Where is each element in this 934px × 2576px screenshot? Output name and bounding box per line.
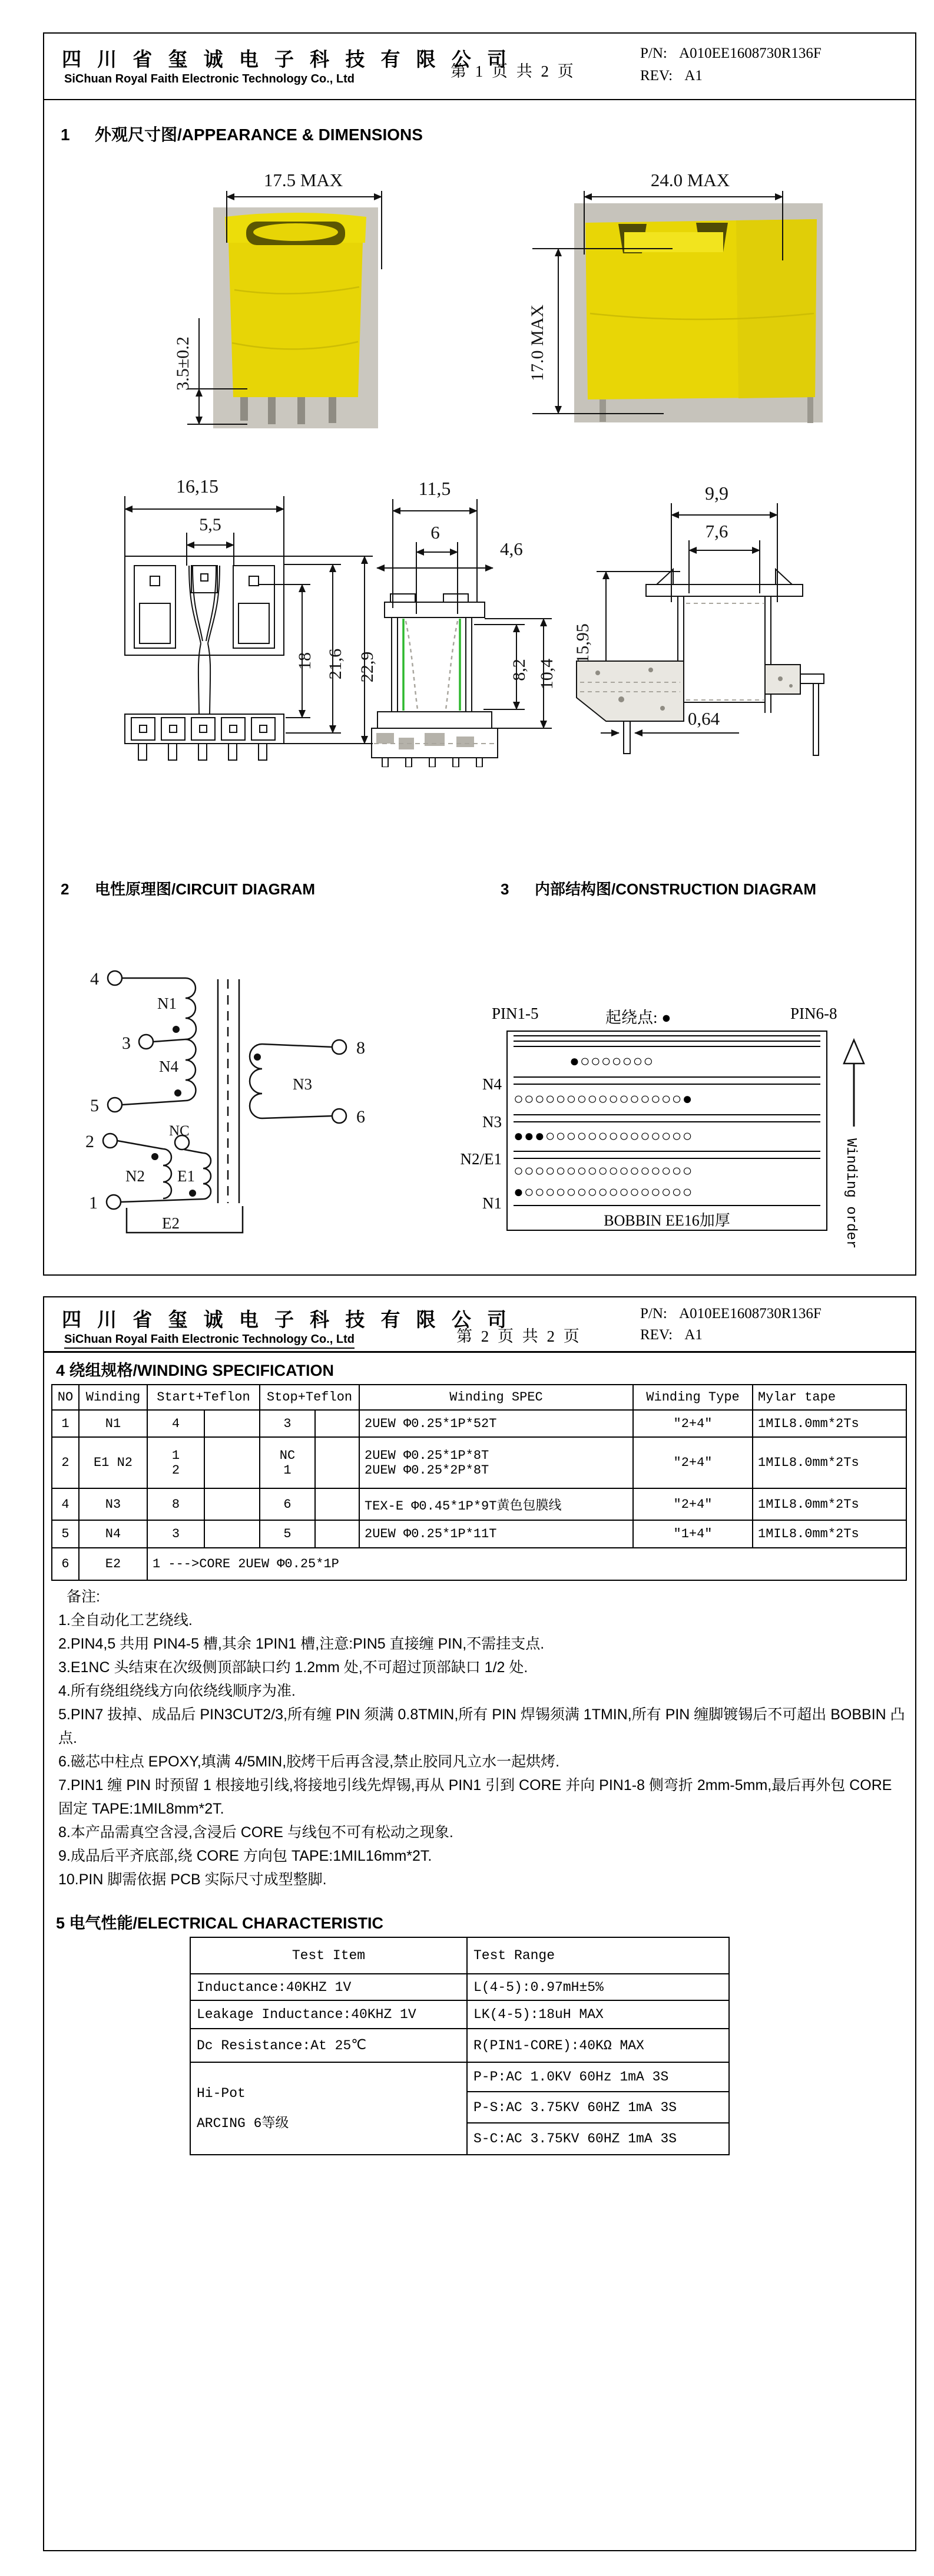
dim-pin-height-label: 3.5±0.2 bbox=[173, 336, 193, 391]
section1-heading: 外观尺寸图/APPEARANCE & DIMENSIONS bbox=[95, 126, 423, 144]
dim-0-64: 0,64 bbox=[687, 708, 720, 729]
dim-width-label: 24.0 MAX bbox=[650, 170, 730, 190]
circuit-diagram bbox=[68, 935, 433, 1265]
table-row bbox=[52, 1520, 906, 1548]
dim-21-6: 21,6 bbox=[326, 648, 345, 680]
page1-header bbox=[44, 34, 915, 100]
cell-stop: 6 bbox=[260, 1488, 315, 1520]
dim-15-95: 15,95 bbox=[573, 623, 592, 663]
construction-diagram bbox=[448, 1000, 895, 1259]
col-header-test-item: Test Item bbox=[190, 1937, 467, 1974]
cell-stop-teflon bbox=[315, 1437, 359, 1488]
note-item: 10.PIN 脚需依据 PCB 实际尺寸成型整脚. bbox=[58, 1871, 327, 1888]
pn-value: A010EE1608730R136F bbox=[679, 1306, 822, 1322]
winding-row-n3: ○○○○○○○○○○○○○○○○● bbox=[514, 1084, 820, 1115]
cell-start-teflon bbox=[204, 1488, 260, 1520]
pn-label: P/N: bbox=[640, 1306, 667, 1322]
section3-title bbox=[501, 877, 816, 899]
circuit-pin3-label: 3 bbox=[122, 1033, 131, 1053]
circuit-pin4-label: 4 bbox=[90, 969, 99, 989]
cell-start-teflon bbox=[204, 1520, 260, 1548]
cell-spec: TEX-E Φ0.45*1P*9T黄色包膜线 bbox=[359, 1488, 633, 1520]
cell-test-range: LK(4-5):18uH MAX bbox=[467, 2000, 729, 2029]
cell-test-range: S-C:AC 3.75KV 60HZ 1mA 3S bbox=[467, 2123, 729, 2155]
table-header-row bbox=[190, 1937, 729, 1974]
circuit-pin6-label: 6 bbox=[356, 1107, 365, 1127]
section4-number: 4 bbox=[56, 1362, 65, 1379]
cell-test-range: L(4-5):0.97mH±5% bbox=[467, 1974, 729, 2000]
construction-row-label-n1: N1 bbox=[482, 1194, 502, 1212]
rev-value: A1 bbox=[684, 1327, 703, 1343]
company-name-cn: 四 川 省 玺 诚 电 子 科 技 有 限 公 司 bbox=[62, 1309, 512, 1330]
cell-winding: E1 N2 bbox=[79, 1437, 147, 1488]
circuit-pin2-label: 2 bbox=[85, 1132, 94, 1151]
cell-start-teflon bbox=[204, 1437, 260, 1488]
cell-mylar: 1MIL8.0mm*2Ts bbox=[753, 1410, 906, 1437]
transformer-photo-front bbox=[171, 166, 418, 431]
winding-order-label: Winding order bbox=[843, 1138, 859, 1249]
cell-test-range: R(PIN1-CORE):40KΩ MAX bbox=[467, 2029, 729, 2062]
note-item: 2.PIN4,5 共用 PIN4-5 槽,其余 1PIN1 槽,注意:PIN5 直接缠 PIN,不需挂支点. bbox=[58, 1636, 545, 1652]
table-row bbox=[190, 2000, 729, 2029]
rev-label: REV: bbox=[640, 68, 673, 84]
section1-title bbox=[61, 122, 423, 146]
note-item: 7.PIN1 缠 PIN 时预留 1 根接地引线,将接地引线先焊锡,再从 PIN1 引到 CORE 并向 PIN1-8 侧弯折 2mm-5mm,最后再外包 CORE 固定 TAPE:1MIL8mm*2T. bbox=[58, 1777, 892, 1817]
company-name-cn: 四 川 省 玺 诚 电 子 科 技 有 限 公 司 bbox=[62, 48, 512, 70]
dim-16-15: 16,15 bbox=[176, 475, 218, 497]
winding-row-n4: ●○○○○○○○ bbox=[514, 1046, 820, 1078]
cell-stop: 3 bbox=[260, 1410, 315, 1437]
table-header-row bbox=[52, 1385, 906, 1410]
construction-row-label-n2e1: N2/E1 bbox=[460, 1150, 502, 1168]
cell-stop-teflon bbox=[315, 1520, 359, 1548]
circuit-winding-e1: E1 bbox=[177, 1167, 195, 1185]
electrical-table bbox=[190, 1937, 730, 2155]
cell-e2-span: 1 --->CORE 2UEW Φ0.25*1P bbox=[147, 1548, 906, 1580]
cell-start: 8 bbox=[147, 1488, 204, 1520]
construction-pins-right-label: PIN6-8 bbox=[790, 1005, 837, 1022]
table-row bbox=[52, 1437, 906, 1488]
winding-row-n1 bbox=[514, 1158, 820, 1206]
page-1 bbox=[43, 32, 916, 1276]
col-header-winding: Winding bbox=[79, 1385, 147, 1410]
part-number-line bbox=[640, 45, 822, 62]
cell-winding: N3 bbox=[79, 1488, 147, 1520]
col-header-no: NO bbox=[52, 1385, 79, 1410]
col-header-spec: Winding SPEC bbox=[359, 1385, 633, 1410]
cell-stop-teflon bbox=[315, 1488, 359, 1520]
cell-winding: E2 bbox=[79, 1548, 147, 1580]
cell-test-range: P-P:AC 1.0KV 60Hz 1mA 3S bbox=[467, 2062, 729, 2092]
bobbin-label: BOBBIN EE16加厚 bbox=[604, 1212, 730, 1229]
circuit-winding-e2: E2 bbox=[162, 1214, 180, 1232]
cell-start: 3 bbox=[147, 1520, 204, 1548]
dim-height-label: 17.0 MAX bbox=[528, 304, 547, 382]
winding-row-n1-line2: ●○○○○○○○○○○○○○○○○ bbox=[514, 1183, 693, 1201]
dim-18: 18 bbox=[295, 652, 314, 670]
dim-7-6: 7,6 bbox=[705, 521, 728, 541]
section1-number: 1 bbox=[61, 126, 70, 144]
transformer-photo-side bbox=[519, 166, 837, 437]
winding-row-n2e1: ●●●○○○○○○○○○○○○○○ bbox=[514, 1121, 820, 1152]
cell-start: 1 2 bbox=[147, 1437, 204, 1488]
circuit-winding-n1: N1 bbox=[157, 995, 177, 1012]
cell-no: 4 bbox=[52, 1488, 79, 1520]
col-header-type: Winding Type bbox=[633, 1385, 753, 1410]
bobbin-box bbox=[506, 1031, 827, 1231]
cell-test-item: Dc Resistance:At 25℃ bbox=[190, 2029, 467, 2062]
dim-5-5: 5,5 bbox=[199, 515, 221, 534]
cell-no: 5 bbox=[52, 1520, 79, 1548]
page-number-label: 第 1 页 共 2 页 bbox=[451, 62, 576, 80]
circuit-pin5-label: 5 bbox=[90, 1096, 99, 1115]
cell-mylar: 1MIL8.0mm*2Ts bbox=[753, 1488, 906, 1520]
page-2 bbox=[43, 1296, 916, 2551]
company-name-en: SiChuan Royal Faith Electronic Technology Co., Ltd bbox=[64, 1333, 355, 1349]
table-row bbox=[190, 2029, 729, 2062]
cell-spec: 2UEW Φ0.25*1P*11T bbox=[359, 1520, 633, 1548]
transformer-body bbox=[228, 242, 363, 397]
cell-spec: 2UEW Φ0.25*1P*8T 2UEW Φ0.25*2P*8T bbox=[359, 1437, 633, 1488]
rev-line bbox=[640, 68, 703, 84]
table-row bbox=[52, 1410, 906, 1437]
dim-4-6: 4,6 bbox=[500, 539, 523, 559]
winding-row-n1-line1: ○○○○○○○○○○○○○○○○○ bbox=[514, 1161, 693, 1180]
dimension-drawing-top-view bbox=[103, 467, 380, 767]
table-row bbox=[190, 1974, 729, 2000]
cell-winding: N1 bbox=[79, 1410, 147, 1437]
dimension-drawing-side-view bbox=[568, 467, 933, 767]
cell-no: 1 bbox=[52, 1410, 79, 1437]
section3-number: 3 bbox=[501, 880, 509, 898]
section4-heading: 绕组规格/WINDING SPECIFICATION bbox=[69, 1362, 334, 1379]
circuit-winding-n3: N3 bbox=[293, 1075, 312, 1093]
dim-6: 6 bbox=[430, 522, 440, 543]
cell-type: ″2+4″ bbox=[633, 1488, 753, 1520]
cell-stop: 5 bbox=[260, 1520, 315, 1548]
dim-8-2: 8,2 bbox=[509, 659, 529, 681]
pn-value: A010EE1608730R136F bbox=[679, 45, 822, 61]
cell-hipot: Hi-Pot ARCING 6等级 bbox=[190, 2062, 467, 2155]
dim-10-4: 10,4 bbox=[537, 658, 557, 690]
construction-row-label-n3: N3 bbox=[482, 1113, 502, 1131]
cell-test-item: Inductance:40KHZ 1V bbox=[190, 1974, 467, 2000]
note-item: 3.E1NC 头结束在次级侧顶部缺口约 1.2mm 处,不可超过顶部缺口 1/2 处. bbox=[58, 1659, 528, 1676]
cell-test-item: Leakage Inductance:40KHZ 1V bbox=[190, 2000, 467, 2029]
note-item: 5.PIN7 拔掉、成品后 PIN3CUT2/3,所有缠 PIN 须满 0.8TMIN,所有 PIN 焊锡须满 1TMIN,所有 PIN 缠脚镀锡后不可超出 BOBBIN 凸点. bbox=[58, 1706, 905, 1746]
circuit-nc-label: NC bbox=[169, 1123, 190, 1139]
notes-title: 备注: bbox=[67, 1588, 100, 1605]
cell-test-range: P-S:AC 3.75KV 60HZ 1mA 3S bbox=[467, 2092, 729, 2123]
note-item: 4.所有绕组绕线方向依绕线顺序为准. bbox=[58, 1683, 296, 1699]
dim-22-9: 22,9 bbox=[357, 651, 377, 683]
circuit-winding-n2: N2 bbox=[125, 1167, 145, 1185]
section2-title bbox=[61, 877, 315, 899]
cell-winding: N4 bbox=[79, 1520, 147, 1548]
winding-order-arrow-icon bbox=[833, 1035, 875, 1130]
page2-header bbox=[44, 1297, 915, 1353]
table-row bbox=[190, 2062, 729, 2092]
note-item: 1.全自动化工艺绕线. bbox=[58, 1612, 193, 1629]
section5-title bbox=[56, 1910, 383, 1933]
circuit-pin8-label: 8 bbox=[356, 1038, 365, 1058]
rev-label: REV: bbox=[640, 1327, 673, 1343]
dim-9-9: 9,9 bbox=[705, 483, 728, 504]
col-header-mylar: Mylar tape bbox=[753, 1385, 906, 1410]
construction-row-label-n4: N4 bbox=[482, 1075, 502, 1093]
col-header-test-range: Test Range bbox=[467, 1937, 729, 1974]
cell-type: ″2+4″ bbox=[633, 1410, 753, 1437]
section5-number: 5 bbox=[56, 1914, 65, 1932]
pn-label: P/N: bbox=[640, 45, 667, 61]
table-row bbox=[52, 1548, 906, 1580]
winding-spec-table bbox=[51, 1384, 907, 1581]
note-item: 6.磁芯中柱点 EPOXY,填满 4/5MIN,胶烤干后再含浸,禁止胶同凡立水一起烘烤. bbox=[58, 1753, 560, 1770]
cell-mylar: 1MIL8.0mm*2Ts bbox=[753, 1437, 906, 1488]
circuit-winding-n4: N4 bbox=[159, 1058, 178, 1075]
section2-number: 2 bbox=[61, 880, 69, 898]
cell-start-teflon bbox=[204, 1410, 260, 1437]
construction-start-dot-label: 起绕点: ● bbox=[605, 1009, 671, 1026]
tape-layer-line bbox=[514, 1035, 820, 1042]
notes-block bbox=[58, 1585, 906, 1891]
note-item: 9.成品后平齐底部,绕 CORE 方向包 TAPE:1MIL16mm*2T. bbox=[58, 1848, 432, 1864]
cell-stop: NC 1 bbox=[260, 1437, 315, 1488]
dim-11-5: 11,5 bbox=[418, 478, 451, 499]
note-item: 8.本产品需真空含浸,含浸后 CORE 与线包不可有松动之现象. bbox=[58, 1824, 453, 1841]
rev-value: A1 bbox=[684, 68, 703, 84]
cell-stop-teflon bbox=[315, 1410, 359, 1437]
col-header-start: Start+Teflon bbox=[147, 1385, 260, 1410]
circuit-pin1-label: 1 bbox=[89, 1193, 98, 1213]
dim-width-label: 17.5 MAX bbox=[263, 170, 343, 190]
company-name-en: SiChuan Royal Faith Electronic Technology Co., Ltd bbox=[64, 72, 355, 85]
table-row bbox=[52, 1488, 906, 1520]
cell-start: 4 bbox=[147, 1410, 204, 1437]
page-number-label: 第 2 页 共 2 页 bbox=[456, 1327, 582, 1345]
rev-line bbox=[640, 1327, 703, 1343]
construction-pins-left-label: PIN1-5 bbox=[492, 1005, 539, 1022]
section5-heading: 电气性能/ELECTRICAL CHARACTERISTIC bbox=[69, 1914, 384, 1932]
part-number-line bbox=[640, 1306, 822, 1322]
section2-heading: 电性原理图/CIRCUIT DIAGRAM bbox=[95, 880, 316, 898]
cell-mylar: 1MIL8.0mm*2Ts bbox=[753, 1520, 906, 1548]
cell-type: ″1+4″ bbox=[633, 1520, 753, 1548]
cell-no: 2 bbox=[52, 1437, 79, 1488]
col-header-stop: Stop+Teflon bbox=[260, 1385, 359, 1410]
section4-title bbox=[56, 1358, 334, 1381]
section3-heading: 内部结构图/CONSTRUCTION DIAGRAM bbox=[535, 880, 817, 898]
cell-type: ″2+4″ bbox=[633, 1437, 753, 1488]
cell-spec: 2UEW Φ0.25*1P*52T bbox=[359, 1410, 633, 1437]
cell-no: 6 bbox=[52, 1548, 79, 1580]
